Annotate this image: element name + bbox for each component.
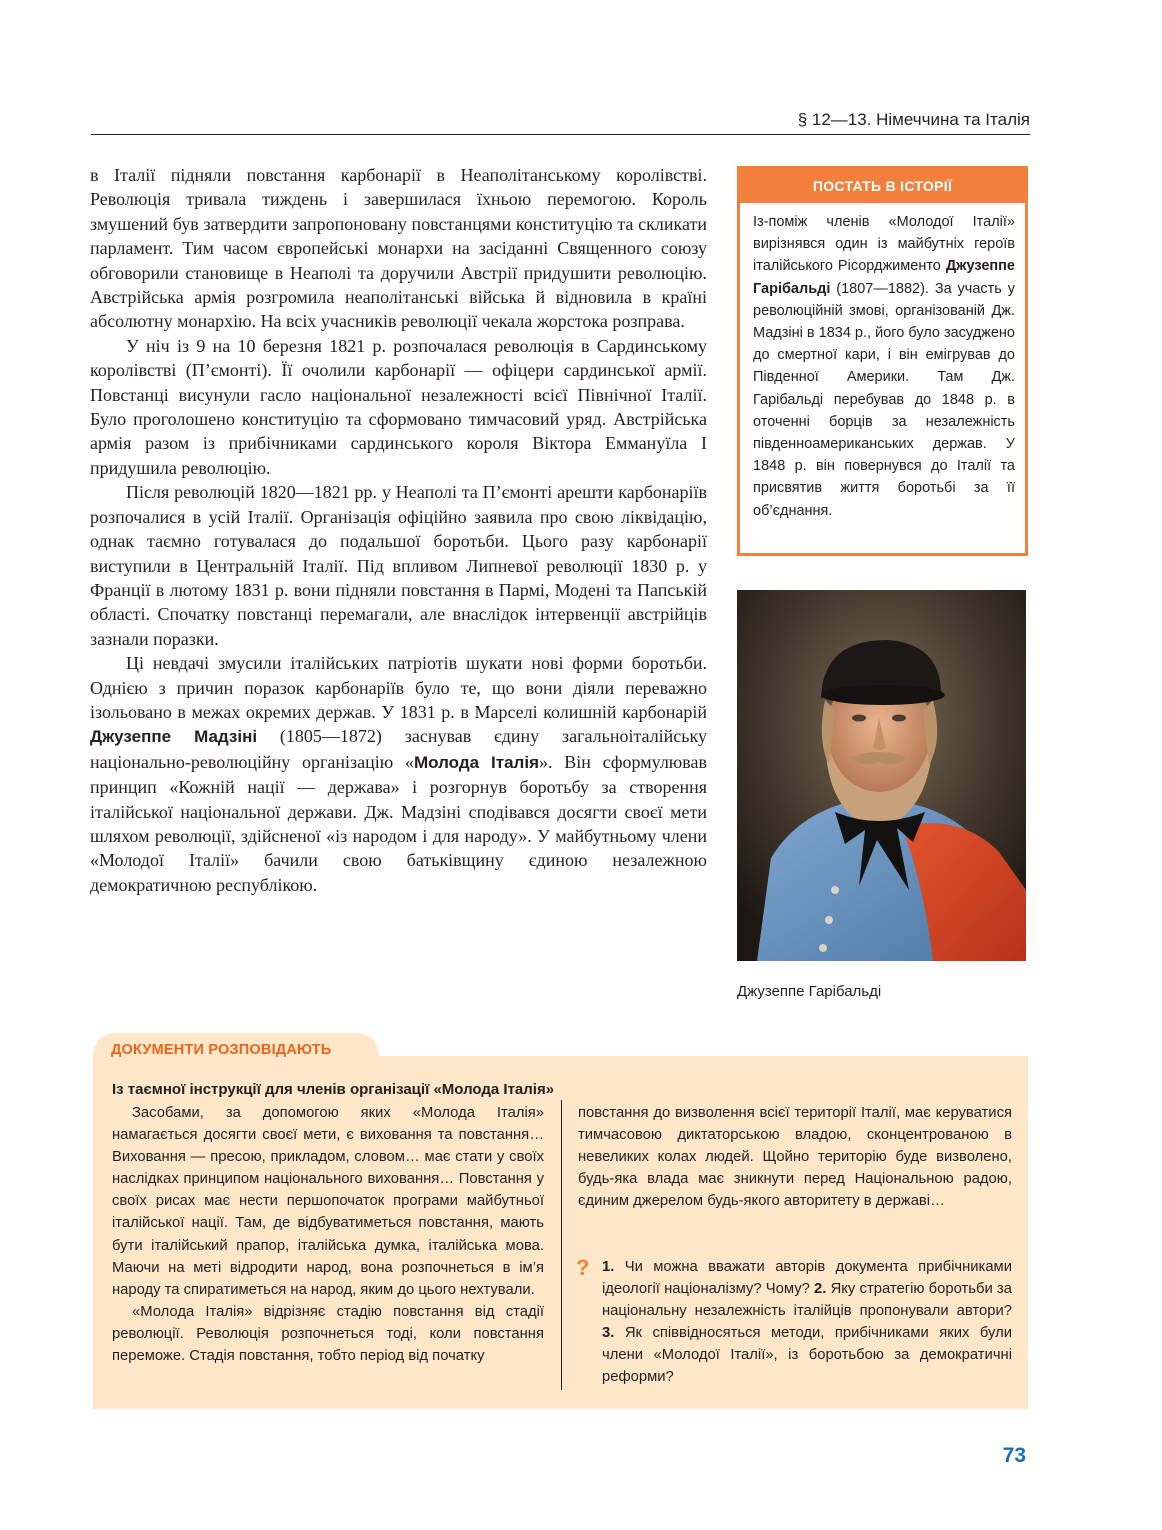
question-mark-icon: ?	[576, 1255, 590, 1280]
paragraph-4	[90, 651, 707, 897]
figure-text-a: Із-поміж членів «Молодої Італії» вирізнявся один із майбутніх героїв італійського Рісорджименто	[753, 214, 1015, 275]
header-rule	[91, 134, 1030, 135]
documents-tab-label: ДОКУМЕНТИ РОЗПОВІДАЮТЬ	[111, 1042, 332, 1058]
documents-left-p2: «Молода Італія» відрізняє стадію повстання від стадії революції. Революція розпочнеться тоді, коли повстання переможе. Стадія повстання, тобто період від початку	[112, 1303, 544, 1365]
question-3-number: 3.	[602, 1325, 615, 1342]
figure-box-text	[740, 203, 1025, 522]
question-2: Яку стратегію боротьби за національну незалежність італійців пропонували автори?	[602, 1281, 1012, 1320]
paragraph-2: У ніч із 9 на 10 березня 1821 р. розпочалася революція в Сардинському королівстві (П’ємонті). Її очолили карбонарії — офіцери сардинської армії. Повстанці висунули гасло національної незалежності всієї Північної Італії. Було проголошено конституцію та сформовано тимчасовий уряд. Австрійська армія разом із прибічниками сардинського короля Віктора Еммануїла I придушила революцію.	[90, 335, 707, 478]
figure-box-heading: ПОСТАТЬ В ІСТОРІЇ	[740, 169, 1025, 203]
documents-left-p1: Засобами, за допомогою яких «Молода Італія» намагається досягти своєї мети, є виховання та повстання… Виховання — пресою, прикладом, словом… має стати у своїх наслідках принципом національного виховання… Повстання у своїх рисах має нести першопочаток програми майбутньої італійської нації. Там, де відбуватиметься повстання, мають бути італійський прапор, італійська думка, італійська мова. Маючи на меті відродити народ, вона розпочнеться в ім’я народу та спиратиметься на народ, яким до цього нехтували.	[112, 1105, 544, 1298]
documents-right-column	[578, 1102, 1012, 1212]
questions-block	[602, 1256, 1012, 1389]
paragraph-4-text-a: Ці невдачі змусили італійських патріотів шукати нові форми боротьби. Однією з причин поразок карбонаріїв було те, що вони діяли переважно ізольовано в межах окремих держав. У 1831 р. в Марселі колишній карбонарій	[90, 653, 707, 722]
documents-left-column	[112, 1102, 544, 1367]
documents-tab	[93, 1033, 379, 1070]
portrait-caption: Джузеппе Гарібальді	[737, 983, 882, 1000]
page-number: 73	[1002, 1444, 1026, 1467]
paragraph-4-text-b: (1805—1872) заснував єдину загальноіталійську національно-революційну організацію «	[90, 726, 707, 772]
question-2-number: 2.	[814, 1281, 827, 1298]
documents-heading: Із таємної інструкції для членів організації «Молода Італія»	[112, 1081, 555, 1098]
column-divider	[561, 1100, 562, 1390]
paragraph-4-text-c: ». Він сформулював принцип «Кожній нації — держава» і розгорнув боротьбу за створення італійської національної держави. Дж. Мадзіні сподівався досягти своєї мети шляхом революції, здійсненої «із народом і для народу». У майбутньому члени «Молодої Італії» бачили свою батьківщину єдиною незалежною демократичною республікою.	[90, 751, 707, 895]
paragraph-3: Після революцій 1820—1821 рр. у Неаполі та П’ємонті арешти карбонаріїв розпочалися в усій Італії. Організація офіційно заявила про свою ліквідацію, однак таємно готувалася до подальшої боротьби. Цього разу карбонарії виступили в Центральній Італії. Під впливом Липневої революції 1830 р. у Франції в лютому 1831 р. вони підняли повстання в Пармі, Модені та Папській області. Спочатку повстанці перемагали, але внаслідок інтервенції австрійців зазнали поразки.	[90, 482, 707, 649]
main-text-column	[90, 163, 707, 897]
question-1-number: 1.	[602, 1259, 615, 1275]
paragraph-1: в Італії підняли повстання карбонарії в Неаполітанському королівстві. Революція тривала тиждень і завершилася їхньою перемогою. Король змушений був затвердити запропоновану повстанцями конституцію та скликати парламент. Тим часом європейські монархи на засіданні Священного союзу обговорили становище в Неаполі та доручили Австрії придушити революцію. Австрійська армія розгромила неаполітанські війська й відновила в країні абсолютну монархію. На всіх учасників революції чекала жорстока розправа.	[90, 165, 707, 332]
running-header: § 12—13. Німеччина та Італія	[797, 110, 1030, 129]
question-1: Чи можна вважати авторів документа прибічниками ідеології націоналізму? Чому?	[602, 1259, 1012, 1298]
young-italy-name: Молода Італія	[413, 752, 539, 772]
figure-text-b: (1807—1882). За участь у революційній змові, організованій Дж. Мадзіні в 1834 р., його було засуджено до смертної кари, і він емігрував до Південної Америки. Там Дж. Гарібальді перебував до 1848 р. в оточенні борців за незалежність південноамериканських держав. У 1848 р. він повернувся до Італії та присвятив життя боротьбі за її об’єднання.	[753, 280, 1015, 519]
question-3: Як співвідносяться методи, прибічниками яких були члени «Молодої Італії», із боротьбою за демократичні реформи?	[602, 1325, 1012, 1386]
documents-right-p1: повстання до визволення всієї території Італії, має керуватися тимчасовою диктаторською владою, сконцентрованою в невеликих колах людей. Щойно територію буде визволено, будь-яка влада має зникнути перед Національною радою, єдиним джерелом будь-якого авторитету в державі…	[578, 1105, 1012, 1210]
garibaldi-name: Джузеппе Гарібальді	[753, 258, 1015, 297]
mazzini-name: Джузеппе Мадзіні	[90, 727, 258, 747]
garibaldi-portrait	[737, 590, 1026, 961]
historical-figure-box	[737, 166, 1028, 556]
